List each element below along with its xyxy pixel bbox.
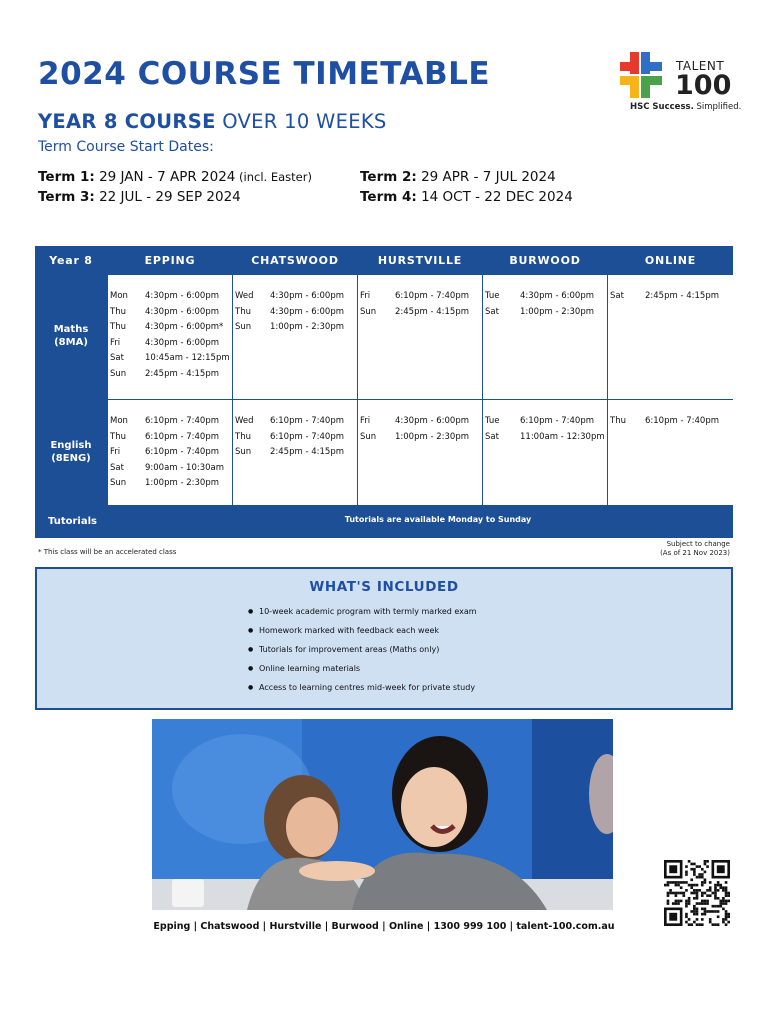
- subtitle-rest: OVER 10 WEEKS: [215, 110, 387, 133]
- slot-time: 6:10pm - 7:40pm: [145, 431, 219, 442]
- timetable-cell: [483, 400, 607, 505]
- slot-time: 9:00am - 10:30am: [145, 462, 225, 473]
- slot-time: 6:10pm - 7:40pm: [145, 447, 219, 457]
- logo-tag-bold: HSC Success.: [630, 102, 694, 112]
- subject-to-change: [660, 540, 730, 558]
- term-1-dates: 29 JAN - 7 APR 2024: [94, 169, 236, 185]
- maths-code: (8MA): [54, 337, 88, 348]
- term-1-label: Term 1:: [38, 169, 95, 185]
- timetable: [35, 246, 733, 538]
- english-label: English: [50, 440, 92, 451]
- included-item: ● 10-week academic program with termly marked exam: [259, 607, 477, 616]
- slot-day: Thu: [110, 322, 126, 332]
- start-dates-label: Term Course Start Dates:: [38, 139, 214, 155]
- header-epping: EPPING: [144, 253, 196, 267]
- timetable-cell: [608, 275, 733, 399]
- slot-time: 1:00pm - 2:30pm: [145, 478, 219, 488]
- subject-line-2: (As of 21 Nov 2023): [660, 549, 730, 557]
- logo-number: 100: [675, 70, 732, 101]
- slot-time: 6:10pm - 7:40pm: [645, 416, 719, 426]
- term-1: [38, 169, 312, 185]
- timetable-cell: [358, 400, 482, 505]
- term-3-dates: 22 JUL - 29 SEP 2024: [94, 189, 241, 205]
- slot-day: Fri: [110, 447, 121, 457]
- slot-day: Thu: [110, 431, 126, 442]
- slot-time: 4:30pm - 6:00pm: [395, 416, 469, 426]
- qr-code-icon: [662, 860, 732, 926]
- subject-line-1: Subject to change: [666, 540, 730, 548]
- english-code: (8ENG): [51, 453, 91, 464]
- term-2: [360, 169, 556, 185]
- slot-time: 2:45pm - 4:15pm: [645, 291, 719, 301]
- slot-day: Wed: [235, 416, 254, 426]
- slot-day: Sat: [110, 462, 124, 473]
- slot-day: Thu: [610, 416, 626, 426]
- row-label-english: [35, 439, 107, 465]
- slot-day: Sat: [485, 431, 499, 442]
- slot-day: Fri: [110, 337, 121, 348]
- slot-day: Sun: [235, 447, 252, 457]
- timetable-cell: [108, 400, 232, 505]
- timetable-cell: [608, 400, 733, 505]
- term-3-label: Term 3:: [38, 189, 95, 205]
- slot-day: Thu: [110, 306, 126, 317]
- slot-day: Wed: [235, 291, 254, 301]
- timetable-cell: [233, 275, 357, 399]
- slot-time: 1:00pm - 2:30pm: [395, 431, 469, 442]
- slot-time: 10:45am - 12:15pm: [145, 353, 230, 363]
- logo-tagline: [630, 102, 741, 112]
- term-3: [38, 189, 241, 205]
- slot-day: Fri: [360, 416, 371, 426]
- slot-time: 4:30pm - 6:00pm: [270, 306, 344, 317]
- course-subtitle: [38, 110, 387, 133]
- logo-wordmark: TALENT: [676, 59, 725, 73]
- included-item: ● Online learning materials: [259, 664, 360, 673]
- term-4: [360, 189, 573, 205]
- slot-day: Sun: [235, 322, 252, 332]
- slot-time: 6:10pm - 7:40pm: [270, 431, 344, 442]
- slot-day: Sat: [610, 291, 624, 301]
- slot-time: 4:30pm - 6:00pm: [145, 291, 219, 301]
- included-item: ● Tutorials for improvement areas (Maths only): [259, 645, 439, 654]
- term-2-label: Term 2:: [360, 169, 417, 185]
- included-item: ● Homework marked with feedback each week: [259, 626, 439, 635]
- slot-day: Sun: [360, 431, 377, 442]
- slot-day: Thu: [235, 306, 251, 317]
- students-photo: [152, 719, 613, 910]
- term-4-label: Term 4:: [360, 189, 417, 205]
- slot-time: 6:10pm - 7:40pm: [270, 416, 344, 426]
- whats-included-box: [35, 567, 733, 710]
- subtitle-bold: YEAR 8 COURSE: [38, 110, 216, 133]
- slot-day: Thu: [235, 431, 251, 442]
- included-item: ● Access to learning centres mid-week for private study: [259, 683, 475, 692]
- tutorials-text: Tutorials are available Monday to Sunday: [344, 515, 532, 524]
- page-title: 2024 COURSE TIMETABLE: [38, 56, 491, 92]
- slot-time: 4:30pm - 6:00pm*: [145, 322, 224, 332]
- term-2-dates: 29 APR - 7 JUL 2024: [416, 169, 556, 185]
- slot-day: Tue: [485, 291, 500, 301]
- tutorials-label: Tutorials: [48, 516, 97, 527]
- slot-day: Sun: [110, 368, 127, 379]
- slot-day: Sun: [110, 478, 127, 488]
- timetable-cell: [108, 275, 232, 399]
- slot-day: Fri: [360, 291, 371, 301]
- slot-time: 6:10pm - 7:40pm: [520, 416, 594, 426]
- row-label-maths: [35, 323, 107, 349]
- footer-contact: Epping | Chatswood | Hurstville | Burwood | Online | 1300 999 100 | talent-100.com.au: [153, 921, 615, 932]
- included-heading: WHAT'S INCLUDED: [309, 579, 459, 595]
- slot-time: 6:10pm - 7:40pm: [145, 416, 219, 426]
- term-1-note: (incl. Easter): [235, 170, 312, 184]
- slot-time: 2:45pm - 4:15pm: [145, 368, 219, 379]
- timetable-cell: [233, 400, 357, 505]
- slot-time: 4:30pm - 6:00pm: [145, 337, 219, 348]
- slot-day: Sun: [360, 306, 377, 317]
- slot-day: Mon: [110, 416, 128, 426]
- header-burwood: BURWOOD: [509, 253, 581, 267]
- header-chatswood: CHATSWOOD: [251, 253, 339, 267]
- logo-tag-rest: Simplified.: [693, 102, 742, 112]
- slot-time: 4:30pm - 6:00pm: [520, 291, 594, 301]
- slot-time: 2:45pm - 4:15pm: [270, 447, 344, 457]
- timetable-cell: [483, 275, 607, 399]
- slot-time: 11:00am - 12:30pm: [520, 431, 605, 442]
- maths-label: Maths: [53, 324, 89, 335]
- slot-day: Tue: [485, 416, 500, 426]
- slot-day: Sat: [110, 353, 124, 363]
- slot-day: Mon: [110, 291, 128, 301]
- slot-time: 4:30pm - 6:00pm: [270, 291, 344, 301]
- header-year: Year 8: [49, 253, 93, 267]
- slot-time: 2:45pm - 4:15pm: [395, 306, 469, 317]
- slot-time: 1:00pm - 2:30pm: [270, 322, 344, 332]
- footnote: * This class will be an accelerated class: [38, 548, 177, 556]
- slot-day: Sat: [485, 306, 499, 317]
- header-online: ONLINE: [644, 253, 697, 267]
- slot-time: 6:10pm - 7:40pm: [395, 291, 469, 301]
- slot-time: 1:00pm - 2:30pm: [520, 306, 594, 317]
- header-hurstville: HURSTVILLE: [377, 253, 463, 267]
- term-4-dates: 14 OCT - 22 DEC 2024: [416, 189, 573, 205]
- slot-time: 4:30pm - 6:00pm: [145, 306, 219, 317]
- timetable-cell: [358, 275, 482, 399]
